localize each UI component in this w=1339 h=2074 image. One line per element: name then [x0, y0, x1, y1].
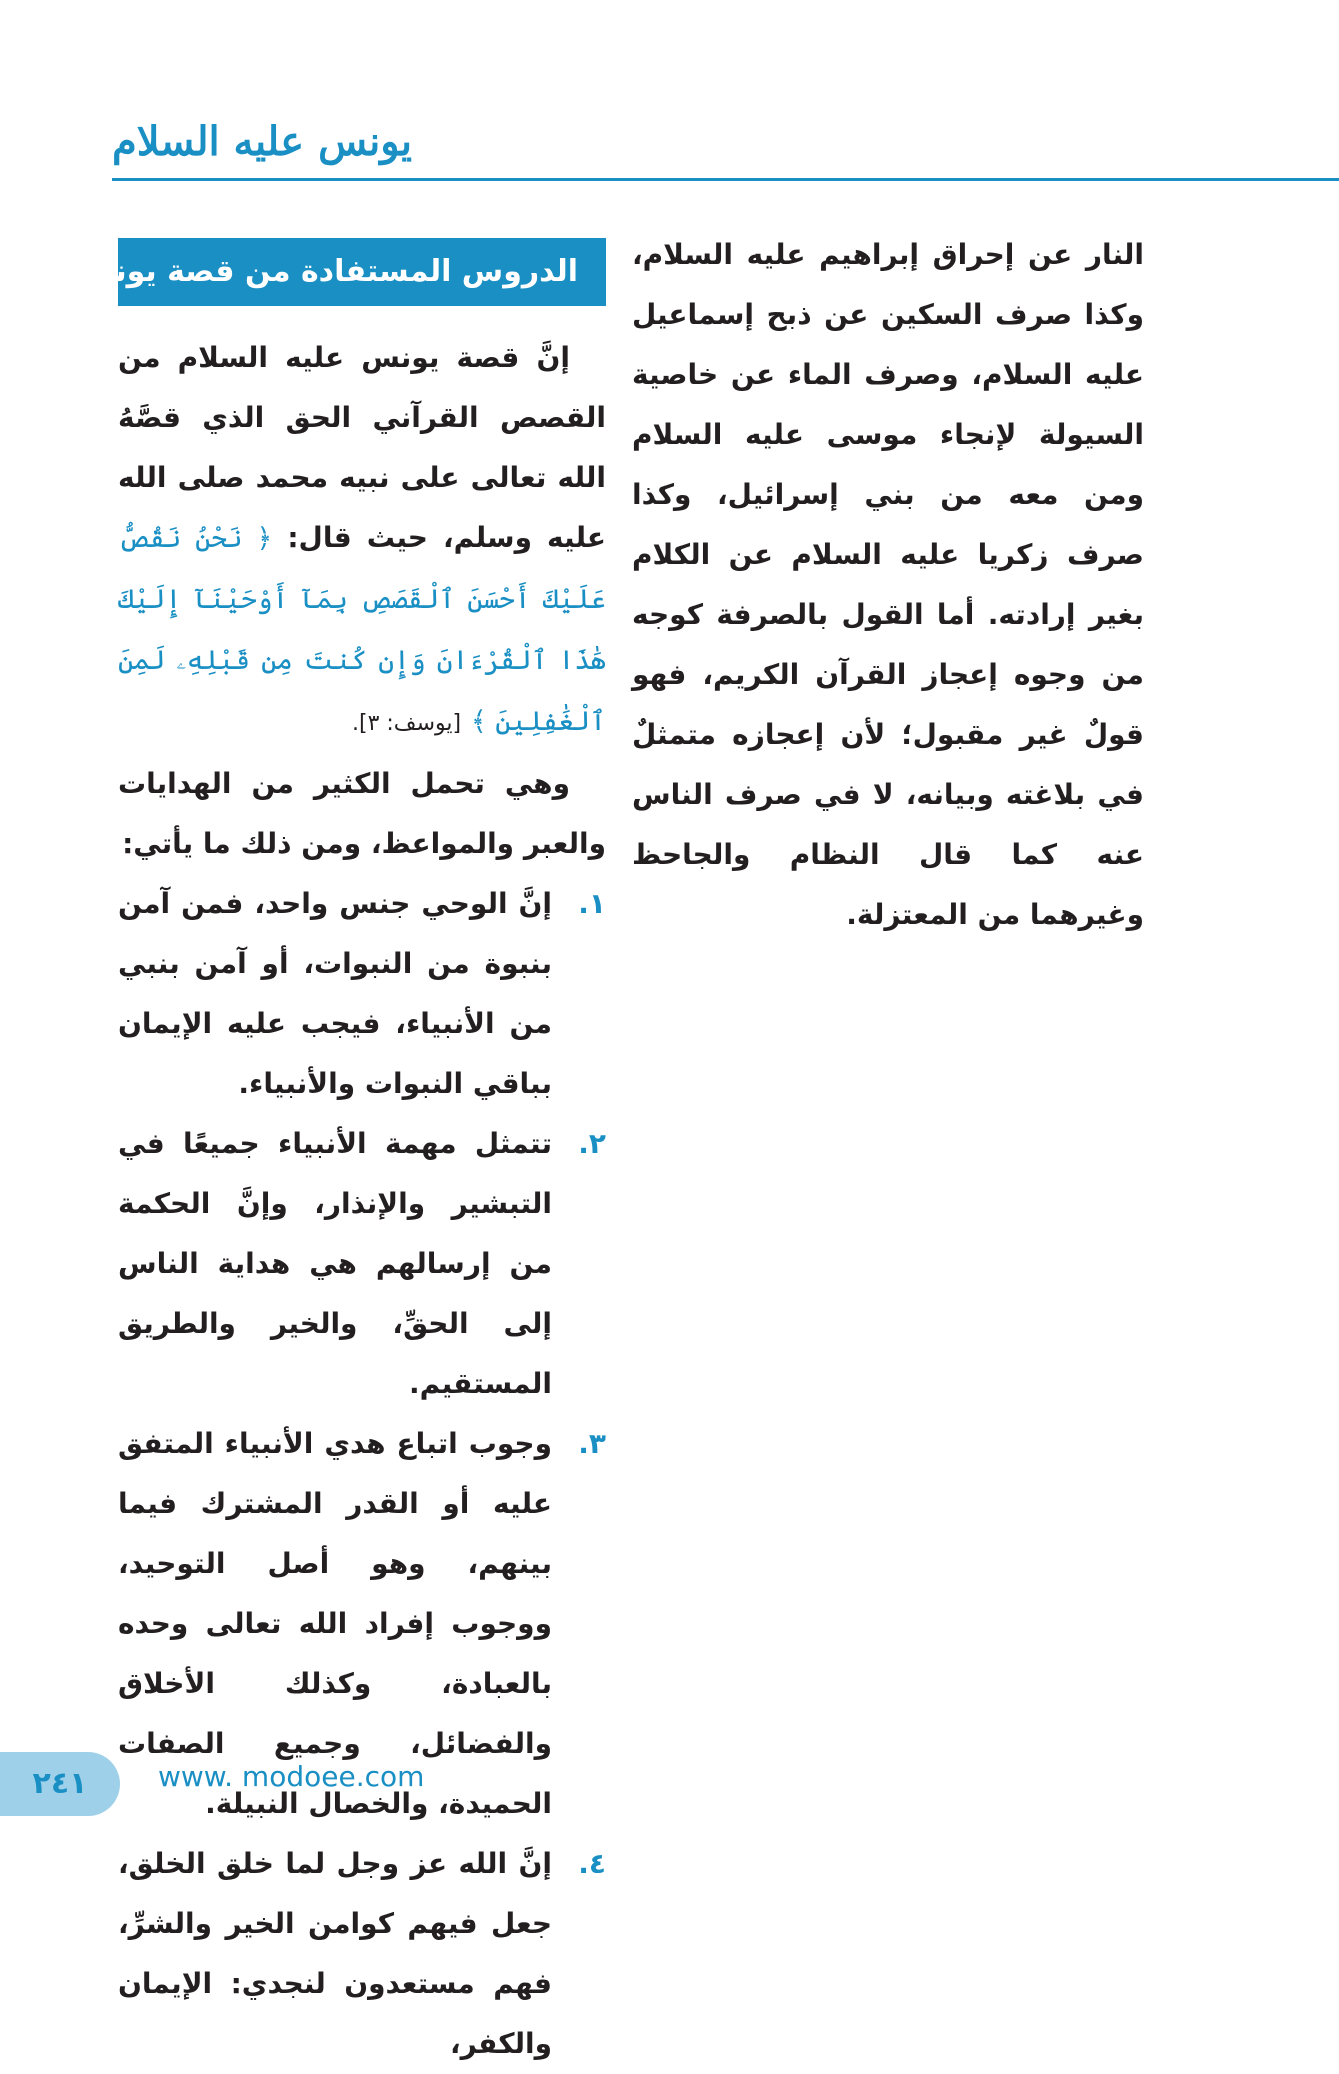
quran-verse: ﴿ نَحْنُ نَقُصُّ عَلَيْكَ أَحْسَنَ ٱلْقَصَصِ بِمَآ أَوْحَيْنَآ إِلَيْكَ هَٰذَا ٱلْقُرْءَانَ وَإِن كُنتَ مِن قَبْلِهِۦ لَمِنَ ٱلْغَٰفِلِينَ ﴾	[118, 523, 606, 737]
continuation-paragraph: النار عن إحراق إبراهيم عليه السلام، وكذا صرف السكين عن ذبح إسماعيل عليه السلام، وصرف الماء عن خاصية السيولة لإنجاء موسى عليه السلام ومن معه من بني إسرائيل، وكذا صرف زكريا عليه السلام عن الكلام بغير إرادته. أما القول بالصرفة كوجه من وجوه إعجاز القرآن الكريم، فهو قولٌ غير مقبول؛ لأن إعجازه متمثلٌ في بلاغته وبيانه، لا في صرف الناس عنه كما قال النظام والجاحظ وغيرهما من المعتزلة.	[632, 238, 1144, 931]
list-item-number: ٤.	[578, 1847, 606, 1880]
list-item-text: إنَّ الله عز وجل لما خلق الخلق، جعل فيهم كوامن الخير والشرِّ، فهم مستعدون لنجدي: الإيمان والكفر،	[118, 1847, 552, 2060]
list-item-text: إنَّ الوحي جنس واحد، فمن آمن بنبوة من النبوات، أو آمن بنبي من الأنبياء، فيجب عليه الإيمان بباقي النبوات والأنبياء.	[118, 887, 552, 1100]
header-divider	[112, 178, 1339, 181]
right-column	[632, 225, 1144, 945]
list-item	[118, 874, 606, 1114]
list-item-number: ٢.	[578, 1127, 606, 1160]
list-item-text: تتمثل مهمة الأنبياء جميعًا في التبشير والإنذار، وإنَّ الحكمة من إرسالهم هي هداية الناس إلى الحقِّ، والخير والطريق المستقيم.	[118, 1127, 552, 1400]
list-item-number: ١.	[578, 887, 606, 920]
list-item-text: وجوب اتباع هدي الأنبياء المتفق عليه أو القدر المشترك فيما بينهم، وهو أصل التوحيد، ووجوب إفراد الله تعالى وحده بالعبادة، وكذلك الأخلاق والفضائل، وجميع الصفات الحميدة، والخصال النبيلة.	[118, 1427, 552, 1820]
lead-in-paragraph: وهي تحمل الكثير من الهدايات والعبر والمواعظ، ومن ذلك ما يأتي:	[118, 767, 606, 860]
page-number-badge: ٢٤١	[0, 1752, 120, 1816]
list-item-number: ٣.	[578, 1427, 606, 1460]
intro-paragraph	[118, 328, 606, 754]
chapter-title: يونس عليه السلام	[112, 118, 413, 165]
section-title-banner: الدروس المستفادة من قصة يونس	[118, 238, 606, 306]
left-column	[118, 328, 606, 2074]
list-item	[118, 1834, 606, 2074]
intro-text: إنَّ قصة يونس عليه السلام من القصص القرآني الحق الذي قصَّهُ الله تعالى على نبيه محمد صلى الله عليه وسلم، حيث قال:	[118, 341, 606, 554]
verse-reference: [يوسف: ٣].	[352, 711, 462, 736]
website-link[interactable]: www. modoee.com	[158, 1760, 425, 1793]
list-item	[118, 1114, 606, 1414]
